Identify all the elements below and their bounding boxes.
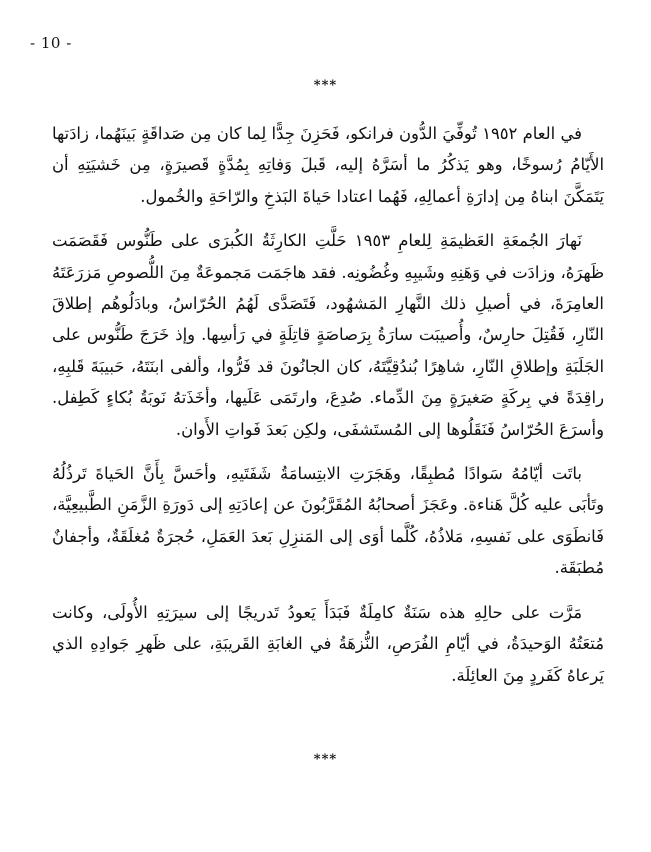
paragraph-3: باتَت أيّامُهُ سَوادًا مُطبِقًا، وهَجَرَتِ الابتِسامَةُ شَفَتَيهِ، وأحَسَّ بِأَنَّ الحَياةَ تَرذُلُهُ وتَأبَى عليه كُلَّ هَناءة. وعَجَزَ أصحابُهُ المُقَرَّبُونَ عن إعادَتِهِ إلى دَورَةِ الزَّمَنِ الطَّبيعِيَّة، فَانطَوَى على نَفسِهِ، مَلاذُهُ، كُلَّما أوَى إلى المَنزِلِ بَعدَ العَمَلِ، حُجرَةٌ مُغلَقَةٌ، وأجفانٌ مُطبَقَة. (52, 464, 604, 578)
text-body (52, 118, 604, 704)
section-separator-bottom: *** (313, 752, 338, 767)
paragraph-2: نَهارَ الجُمعَةِ العَظيمَةِ لِلعامِ ١٩٥٣ حَلَّتِ الكارِثَةُ الكُبرَى على طَنُّوس فَقَصَمَت ظَهرَهُ، وزادَت في وَهَنِهِ وشَيبِهِ وغُضُونِه. فقد هاجَمَت مَجموعَةٌ مِنَ اللُّصوصِ مَزرَعَتَهُ العامِرَةَ، في أصيلِ ذلك النَّهارِ المَشهُود، فَتَصَدَّى لَهُمُ الحُرّاسُ، وبادَلُوهُم إطلاقَ النّارِ، فَقُتِلَ حارِسٌ، وأُصيبَت سارَةُ بِرَصاصَةٍ قاتِلَةٍ في رَأسِها. وإذ خَرَجَ طَنُّوس على الجَلَبَةِ وإطلاقِ النّارِ، شاهِرًا بُندُقِيَّتَهُ، كان الجانُونَ قد فَرُّوا، وألفى ابنَتَهُ، حَبيبَةَ قَلبِهِ، راقِدَةً في بِركَةٍ صَغيرَةٍ مِنَ الدِّماء. صُدِعَ، وارتَمَى عَلَيها، وأخَذَتهُ نَوبَةُ بُكاءٍ كَطِفل. وأسرَعَ الحُرّاسُ فَنَقَلُوها إلى المُستَشفَى، ولكِن بَعدَ فَواتِ الأَوان. (52, 231, 604, 439)
paragraph-4: مَرَّت على حالِهِ هذه سَنَةٌ كامِلَةٌ فَبَدَأَ يَعودُ تَدريجًا إلى سيرَتِهِ الأُولَى، وكانت مُتعَتُهُ الوَحيدَةُ، في أيّامِ الفُرَصِ، النُّزهَةُ في الغابَةِ القَريبَةِ، على ظَهرِ جَوادِهِ الذي يَرعاهُ كَفَردٍ مِنَ العائِلَة. (52, 602, 604, 685)
paragraph-1: في العام ١٩٥٢ تُوفِّيَ الدُّون فرانكو، فَحَزِنَ جِدًّا لِما كان مِن صَداقَةٍ بَينَهُما، زادَتها الأَيّامُ رُسوخًا، وهو يَذكُرُ ما أسَرَّهُ إليه، قَبلَ وَفاتِهِ بِمُدَّةٍ قَصيرَةٍ، مِن خَشيَتِهِ أن يَتَمَكَّنَ ابناهُ مِن إدارَةِ أعمالِهِ، فَهُما اعتادا حَياةَ البَذخِ والرّاحَةِ والخُمول. (52, 124, 604, 206)
section-separator-top: *** (313, 78, 338, 93)
page-number: - 10 - (30, 34, 72, 52)
